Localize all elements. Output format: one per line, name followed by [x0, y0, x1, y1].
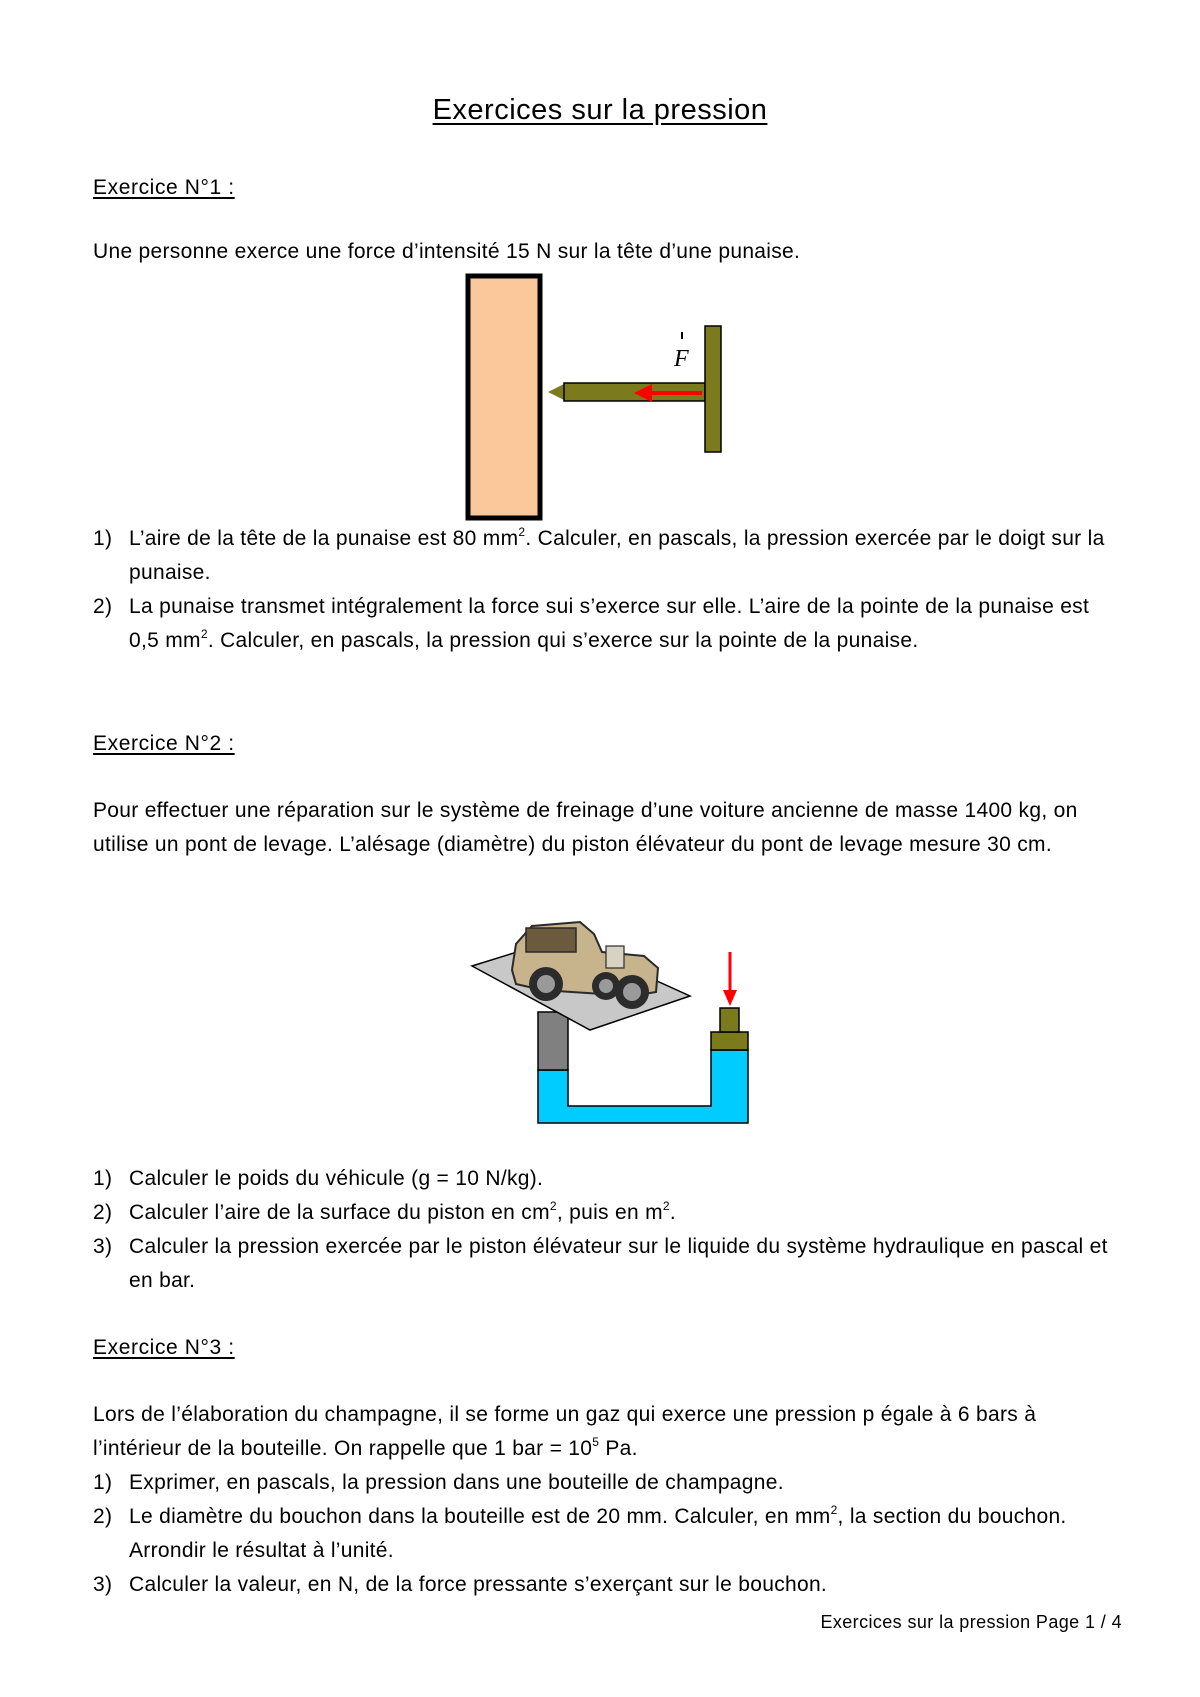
exercise-2-heading: Exercice N°2 : — [93, 732, 235, 755]
lift-figure — [456, 900, 776, 1130]
list-item: 1) L’aire de la tête de la punaise est 80 $mm^2$. Calculer, en pascals, la pression exercée par le doigt sur la punaise. — [93, 525, 1105, 584]
hydraulic-liquid — [538, 1050, 748, 1123]
exercise-2-questions — [93, 1162, 1123, 1298]
pin-head — [705, 326, 721, 452]
list-item: 3) Calculer la valeur, en N, de la force pressante s’exerçant sur le bouchon. — [93, 1573, 828, 1596]
page-footer: Exercices sur la pression Page 1 / 4 — [820, 1612, 1122, 1632]
exercise-1-heading: Exercice N°1 : — [93, 176, 235, 199]
exercise-3-questions — [93, 1466, 1123, 1602]
exercise-1-statement: Une personne exerce une force d’intensité 15 N sur la tête d’une punaise. — [93, 240, 801, 263]
exercise-2-statement: Pour effectuer une réparation sur le système de freinage d’une voiture ancienne de masse 1400 kg, on utilise un pont de levage. L’alésage (diamètre) du piston élévateur du pont de levage mesure 30 cm. — [93, 799, 1078, 856]
small-piston — [711, 1032, 748, 1050]
thumbtack-figure — [460, 272, 760, 522]
pin-point — [548, 384, 564, 400]
wooden-board — [468, 276, 540, 518]
force-label: F — [674, 346, 689, 372]
list-item: 2) La punaise transmet intégralement la force sui s’exerce sur elle. L’aire de la pointe de la punaise est 0,5 $mm^2$. Calculer, en pascals, la pression qui s’exerce sur la pointe de la punaise. — [93, 595, 1090, 652]
exercise-3-statement: Lors de l’élaboration du champagne, il se forme un gaz qui exerce une pression p égale à 6 bars à l’intérieur de la bouteille. On rappelle que 1 bar = $10^5$ Pa. — [93, 1403, 1037, 1460]
exercise-3-heading: Exercice N°3 : — [93, 1336, 235, 1359]
force-arrow-head — [723, 990, 737, 1006]
list-item: 1) Calculer le poids du véhicule (g = 10 N/kg). — [93, 1167, 544, 1190]
list-item: 3) Calculer la pression exercée par le piston élévateur sur le liquide du système hydraulique en pascal et en bar. — [93, 1235, 1108, 1292]
list-item: 1) Exprimer, en pascals, la pression dans une bouteille de champagne. — [93, 1471, 784, 1494]
page-title: Exercices sur la pression — [432, 94, 768, 126]
small-piston-rod — [720, 1008, 739, 1032]
exercise-1-questions — [93, 522, 1123, 658]
lift-piston — [538, 1012, 568, 1070]
list-item: 2) Le diamètre du bouchon dans la bouteille est de 20 mm. Calculer, en $mm^2$, la section du bouchon. Arrondir le résultat à l’unité. — [93, 1503, 1067, 1562]
list-item: 2) Calculer l’aire de la surface du piston en $cm^2$, puis en $m^2$. — [93, 1199, 676, 1224]
